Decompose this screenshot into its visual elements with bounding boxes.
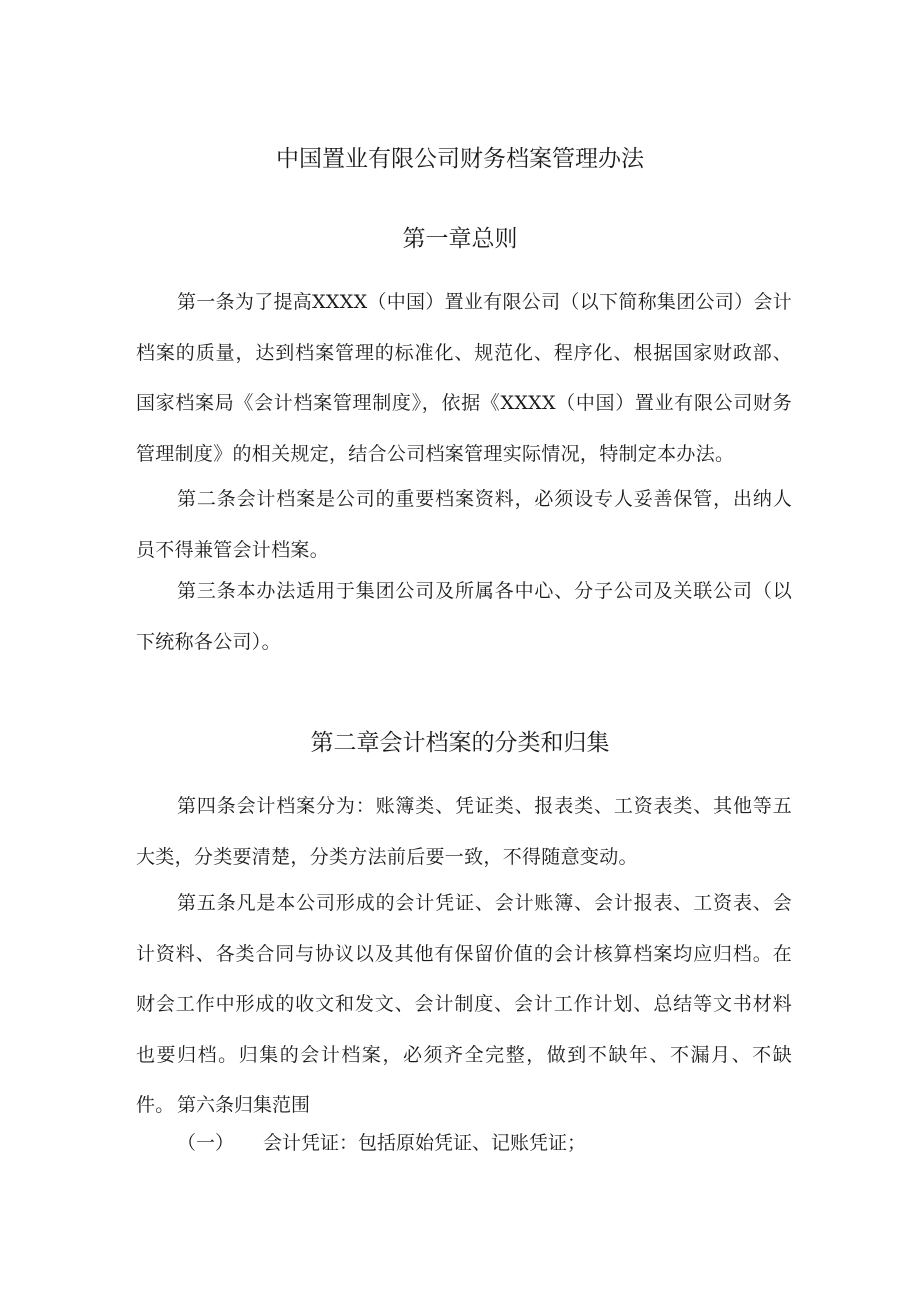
article-label: 第一条 (177, 291, 235, 313)
article-text: 会计档案分为：账簿类、凭证类、报表类、工资表类、其他等五大类，分类要清楚，分类方法前后要一致，不得随意变动。 (136, 795, 792, 868)
article-1 (136, 277, 792, 479)
article-label: 第五条 (177, 892, 237, 914)
list-text: 会计凭证：包括原始凭证、记账凭证； (263, 1132, 587, 1154)
list-marker: （一） (177, 1132, 235, 1154)
article-text: 凡是本公司形成的会计凭证、会计账簿、会计报表、工资表、会计资料、各类合同与协议以及其他有保留价值的会计核算档案均应归档。在财会工作中形成的收文和发文、会计制度、会计工作计划、总结等文书材料也要归档。归集的会计档案，必须齐全完整，做到不缺年、不漏月、不缺件。 (136, 892, 792, 1116)
article-text: 本办法适用于集团公司及所属各中心、分子公司及关联公司（以下统称各公司）。 (136, 580, 792, 653)
article-2 (136, 474, 792, 575)
article-4 (136, 781, 792, 882)
document-title: 中国置业有限公司财务档案管理办法 (276, 146, 644, 172)
article-label: 第三条 (177, 580, 237, 602)
article-3 (136, 566, 792, 667)
article-label: 第四条 (177, 795, 237, 817)
article-label: 第六条 (177, 1094, 235, 1116)
list-item (177, 1128, 586, 1158)
article-text: 归集范围 (234, 1094, 311, 1116)
article-label: 第二条 (177, 488, 237, 510)
article-text: 为了提高XXXX（中国）置业有限公司（以下简称集团公司）会计档案的质量，达到档案管理的标准化、规范化、程序化、根据国家财政部、国家档案局《会计档案管理制度》，依据《XXXX（中国）置业有限公司财务管理制度》的相关规定，结合公司档案管理实际情况，特制定本办法。 (136, 291, 793, 465)
chapter-1-title: 第一章总则 (402, 226, 518, 252)
article-text: 会计档案是公司的重要档案资料，必须设专人妥善保管，出纳人员不得兼管会计档案。 (136, 488, 792, 561)
chapter-2-title: 第二章会计档案的分类和归集 (310, 730, 610, 756)
article-6 (177, 1090, 310, 1120)
